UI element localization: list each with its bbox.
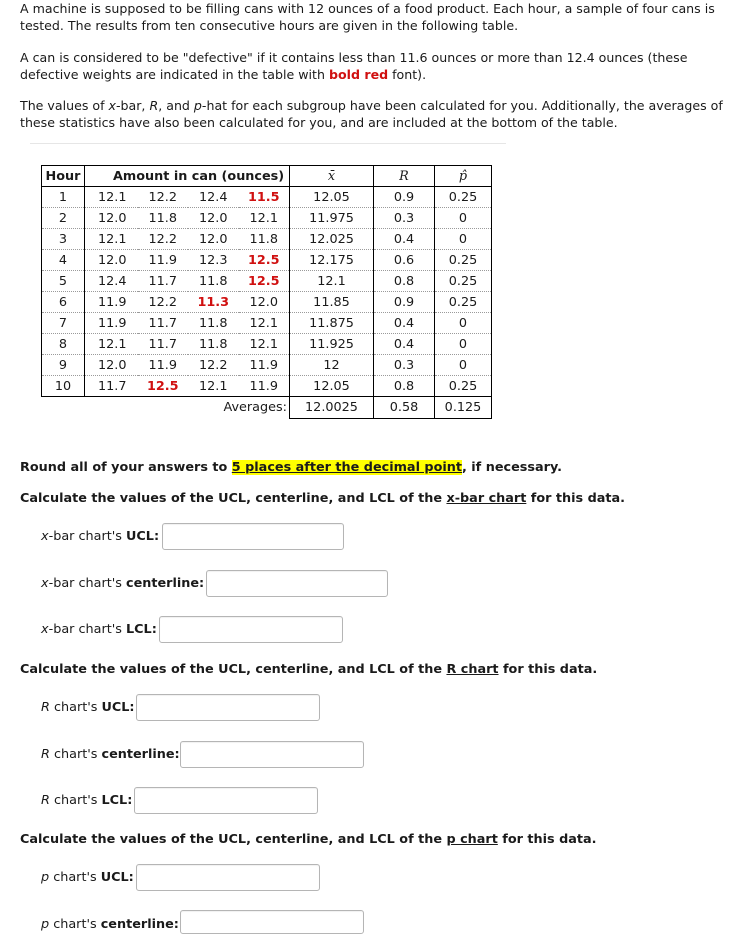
q-bold: centerline: [126,576,205,591]
p3-x-symbol: x [108,98,116,113]
q-prefix: R [41,793,50,808]
phat-cell: 0.25 [435,376,492,397]
hour-cell: 7 [42,313,85,334]
header-phat: p̂ [458,168,468,184]
xbar-cell: 11.85 [290,292,374,313]
amount-cell: 12.0 [85,208,138,229]
amount-cell: 11.9 [138,355,189,376]
intro-p2-end: font). [388,67,427,82]
r-lcl-label [41,793,132,808]
amount-cell: 12.0 [188,229,239,250]
table-row [42,355,492,376]
r-cell: 0.6 [374,250,435,271]
amount-cell: 11.9 [85,292,138,313]
q-prefix: x [41,576,49,591]
amount-cell: 11.9 [85,313,138,334]
q-prefix: R [41,700,50,715]
r-centerline-input[interactable] [180,741,364,768]
r-cell: 0.8 [374,271,435,292]
amount-cell: 11.9 [138,250,189,271]
xbar-instr-text: Calculate the values of the UCL, centerline, and LCL of the [20,491,447,506]
phat-cell: 0 [435,313,492,334]
header-xbar: x̄ [327,168,336,184]
xbar-cell: 11.925 [290,334,374,355]
p3-text-c: , and [158,98,194,113]
r-ucl-input[interactable] [136,694,320,721]
q-mid: chart's [49,917,101,932]
phat-cell: 0 [435,334,492,355]
phat-cell: 0 [435,208,492,229]
amount-cell: 11.3 [188,292,239,313]
amount-cell: 11.5 [239,187,290,208]
hour-cell: 4 [42,250,85,271]
q-prefix: R [41,747,50,762]
amount-cell: 12.1 [239,313,290,334]
xbar-instr-end: for this data. [526,491,626,506]
hour-cell: 3 [42,229,85,250]
q-mid: chart's [49,870,101,885]
p3-text-a: The values of [20,98,109,113]
amount-cell: 11.7 [138,334,189,355]
xbar-ucl-input[interactable] [162,523,344,550]
hour-cell: 8 [42,334,85,355]
round-text: Round all of your answers to [20,460,232,475]
q-bold: UCL: [101,700,135,715]
amount-cell: 12.1 [188,376,239,397]
phat-cell: 0.25 [435,292,492,313]
phat-cell: 0 [435,229,492,250]
amount-cell: 12.3 [188,250,239,271]
r-cell: 0.4 [374,334,435,355]
data-table [41,165,492,419]
p-centerline-label [41,917,179,932]
amount-cell: 11.7 [85,376,138,397]
amount-cell: 12.0 [85,250,138,271]
r-chart-link[interactable]: R chart [446,662,499,677]
hour-cell: 9 [42,355,85,376]
header-hour: Hour [42,166,85,187]
amount-cell: 11.8 [138,208,189,229]
xbar-cell: 12.05 [290,376,374,397]
q-mid: chart's [49,747,102,762]
amount-cell: 12.2 [138,187,189,208]
highlighted-decimal-places: 5 places after the decimal point [231,460,462,475]
amount-cell: 12.1 [239,208,290,229]
q-mid: -bar chart's [48,529,127,544]
table-row [42,313,492,334]
amount-cell: 11.8 [188,271,239,292]
r-instruction [20,662,597,677]
xbar-cell: 12.175 [290,250,374,271]
averages-row [42,397,492,419]
amount-cell: 12.0 [85,355,138,376]
table-row [42,229,492,250]
average-xbar: 12.0025 [290,397,374,419]
amount-cell: 12.2 [138,229,189,250]
p-instruction [20,832,597,847]
p3-p-symbol: p [193,98,202,113]
intro-paragraph-1: A machine is supposed to be filling cans with 12 ounces of a food product. Each hour, a sample of four cans is tested. The results from ten consecutive hours are given in the following table. [20,1,715,33]
r-cell: 0.3 [374,355,435,376]
bold-red-text: bold red [328,67,389,82]
xbar-cell: 11.875 [290,313,374,334]
amount-cell: 11.8 [188,313,239,334]
q-bold: LCL: [126,622,157,637]
q-mid: -bar chart's [48,622,127,637]
p-centerline-input[interactable] [180,910,364,934]
amount-cell: 12.1 [85,334,138,355]
amount-cell: 12.2 [138,292,189,313]
amount-cell: 11.7 [138,313,189,334]
amount-cell: 12.1 [239,334,290,355]
q-mid: -bar chart's [48,576,127,591]
hour-cell: 6 [42,292,85,313]
r-cell: 0.8 [374,376,435,397]
q-prefix: x [41,529,49,544]
hour-cell: 2 [42,208,85,229]
amount-cell: 12.2 [188,355,239,376]
xbar-ucl-label [41,529,159,544]
p-ucl-label [41,870,134,885]
q-bold: LCL: [101,793,133,808]
xbar-cell: 11.975 [290,208,374,229]
table-row [42,250,492,271]
hour-cell: 5 [42,271,85,292]
amount-cell: 12.0 [239,292,290,313]
r-cell: 0.9 [374,292,435,313]
r-cell: 0.4 [374,229,435,250]
xbar-cell: 12 [290,355,374,376]
intro-p2-text: A can is considered to be "defective" if it contains less than 11.6 ounces or more than 12.4 ounces (these defective weights are indicated in the table with [20,50,688,82]
table-top-divider [30,143,506,144]
intro-paragraph-2 [20,49,730,83]
r-instr-text: Calculate the values of the UCL, centerline, and LCL of the [20,662,447,677]
p-ucl-input[interactable] [136,864,320,891]
amount-cell: 11.9 [239,376,290,397]
q-bold: centerline: [101,747,180,762]
amount-cell: 12.5 [239,271,290,292]
r-cell: 0.3 [374,208,435,229]
amount-cell: 12.4 [85,271,138,292]
p3-text-d: -hat for each subgroup have been calculated for you. Additionally, the averages of these statistics have also been calculated for you, and are included at the bottom of the table. [20,98,723,130]
table-row [42,187,492,208]
xbar-centerline-input[interactable] [206,570,388,597]
intro-paragraph-3 [20,97,730,131]
table-row [42,376,492,397]
phat-cell: 0.25 [435,250,492,271]
amount-cell: 12.5 [138,376,189,397]
header-r: R [399,168,409,184]
q-mid: chart's [49,700,102,715]
table-row [42,292,492,313]
amount-cell: 11.8 [188,334,239,355]
average-phat: 0.125 [435,397,492,419]
xbar-cell: 12.1 [290,271,374,292]
xbar-cell: 12.025 [290,229,374,250]
amount-cell: 11.7 [138,271,189,292]
hour-cell: 10 [42,376,85,397]
phat-cell: 0.25 [435,187,492,208]
average-r: 0.58 [374,397,435,419]
amount-cell: 12.1 [85,229,138,250]
p-chart-link[interactable]: p chart [446,832,498,847]
table-row [42,334,492,355]
r-cell: 0.9 [374,187,435,208]
q-mid: chart's [49,793,102,808]
r-lcl-input[interactable] [134,787,318,814]
amount-cell: 12.0 [188,208,239,229]
rounding-instruction [20,460,562,475]
table-header-row [42,166,492,187]
amount-cell: 12.5 [239,250,290,271]
phat-cell: 0 [435,355,492,376]
q-bold: UCL: [126,529,160,544]
round-text-end: , if necessary. [461,460,562,475]
amount-cell: 12.4 [188,187,239,208]
r-instr-end: for this data. [498,662,598,677]
xbar-cell: 12.05 [290,187,374,208]
header-amount: Amount in can (ounces) [85,166,290,187]
q-prefix: p [41,870,50,885]
p-instr-text: Calculate the values of the UCL, centerline, and LCL of the [20,832,447,847]
amount-cell: 11.8 [239,229,290,250]
xbar-chart-link[interactable]: x-bar chart [446,491,527,506]
r-cell: 0.4 [374,313,435,334]
amount-cell: 12.1 [85,187,138,208]
hour-cell: 1 [42,187,85,208]
table-row [42,271,492,292]
table-row [42,208,492,229]
xbar-instruction [20,491,625,506]
averages-label: Averages: [223,400,287,416]
r-centerline-label [41,747,180,762]
q-bold: centerline: [100,917,179,932]
amount-cell: 11.9 [239,355,290,376]
q-prefix: p [41,917,50,932]
p3-text-b: -bar, [116,98,150,113]
r-ucl-label [41,700,135,715]
xbar-centerline-label [41,576,204,591]
p-instr-end: for this data. [497,832,597,847]
q-bold: UCL: [100,870,134,885]
q-prefix: x [41,622,49,637]
phat-cell: 0.25 [435,271,492,292]
xbar-lcl-label [41,622,157,637]
xbar-lcl-input[interactable] [159,616,343,643]
p3-r-symbol: R [149,98,159,113]
